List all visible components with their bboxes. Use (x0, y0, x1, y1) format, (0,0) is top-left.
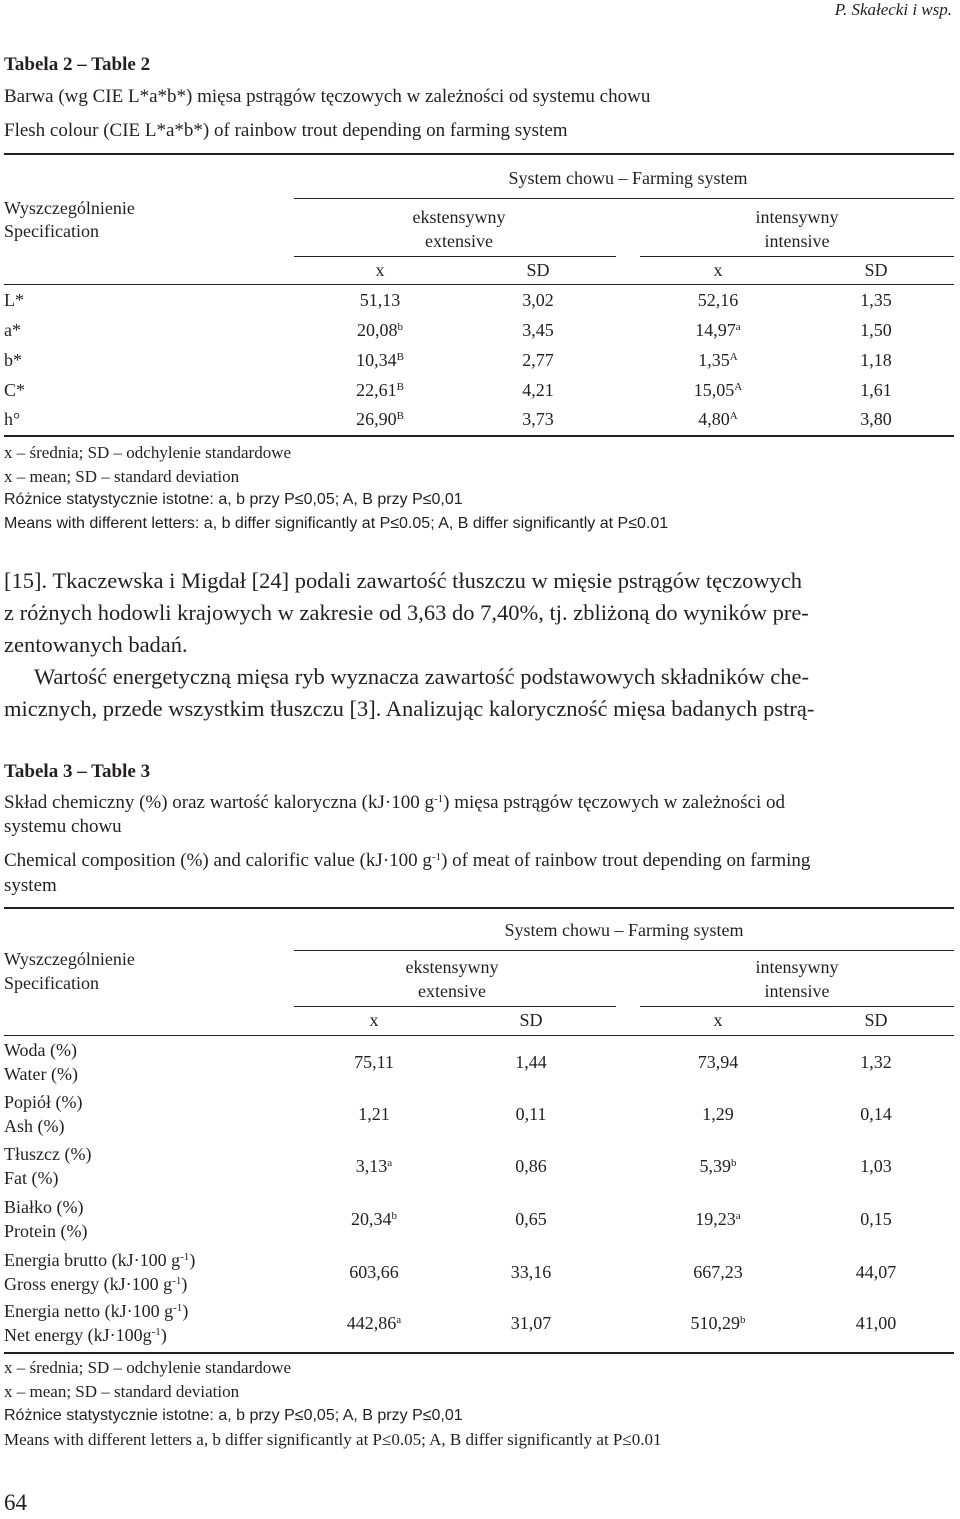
body-paragraph-line: zentowanych badań. (4, 632, 188, 657)
row-label: b* (4, 350, 22, 370)
ext-mean: 20,34$^b$ (351, 1209, 397, 1229)
int-sd: 1,35 (860, 290, 892, 310)
table2-ext-rule (294, 256, 616, 257)
int-mean: $4,80^A$ (698, 409, 738, 429)
table2-col-extensive-en: extensive (425, 231, 493, 251)
ext-sd: 1,44 (515, 1052, 547, 1072)
int-mean: 19,23$^a$ (695, 1209, 741, 1229)
row-label-en: Net energy $(kJ\cdot 100g^{-1})$ (4, 1325, 167, 1345)
ext-sd: 3,02 (522, 290, 554, 310)
ext-mean: 1,21 (358, 1104, 390, 1124)
table3-col-extensive-en: extensive (418, 981, 486, 1001)
ext-sd: 4,21 (522, 380, 554, 400)
int-mean: 14,97$^a$ (695, 320, 741, 340)
table3-spec-pl: Wyszczególnienie (4, 949, 135, 969)
ext-mean: $22,61^B$ (356, 380, 404, 400)
body-paragraph-line: [15]. Tkaczewska i Migdał [24] podali zawartość tłuszczu w mięsie pstrągów tęczowych (4, 568, 803, 593)
table3-sub-x-ext: x (369, 1010, 379, 1030)
int-sd: 1,50 (860, 320, 892, 340)
ext-sd: 31,07 (510, 1313, 552, 1333)
table2-caption-pl: Barwa (wg CIE L*a*b*) mięsa pstrągów tęczowych w zależności od systemu chowu (4, 86, 651, 107)
table3-col-extensive-pl: ekstensywny (405, 957, 499, 977)
table3-top-rule (4, 907, 954, 909)
row-label-pl: Popiół (%) (4, 1092, 83, 1112)
row-label-en: Ash (%) (4, 1116, 65, 1136)
table2-top-rule (4, 153, 954, 155)
table2-spec-en: Specification (4, 221, 99, 241)
table3-group-header: System chowu – Farming system (504, 920, 744, 940)
row-label: h° (4, 409, 21, 429)
ext-sd: 0,11 (515, 1104, 547, 1124)
table2-bottom-rule (4, 435, 954, 437)
ext-sd: 0,86 (515, 1156, 547, 1176)
ext-mean: $26,90^B$ (356, 409, 404, 429)
table2-sub-x-int: x (713, 260, 723, 280)
row-label: a* (4, 320, 21, 340)
row-label-pl: Tłuszcz (%) (4, 1144, 92, 1164)
table3-spec-en: Specification (4, 973, 99, 993)
table2-note: x – średnia; SD – odchylenie standardowe (4, 443, 292, 462)
ext-sd: 33,16 (510, 1262, 552, 1282)
row-label-en: Fat (%) (4, 1168, 59, 1188)
table3-col-intensive-pl: intensywny (755, 957, 839, 977)
row-label-pl: Białko (%) (4, 1197, 84, 1217)
page-number: 64 (4, 1490, 27, 1515)
table2-col-intensive-en: intensive (764, 231, 830, 251)
ext-mean: 51,13 (359, 290, 401, 310)
row-label-en: Gross energy (kJ·100 $g^{-1}$) (4, 1274, 188, 1294)
table3-caption-pl: Skład chemiczny (%) oraz wartość kaloryczna (kJ·100 $g^{-1}$) mięsa pstrągów tęczowych w zależności od (4, 792, 786, 813)
row-label-pl: Energia netto (kJ·100 $g^{-1}$) (4, 1301, 189, 1321)
table3-note: x – średnia; SD – odchylenie standardowe (4, 1358, 292, 1377)
ext-mean: 442,86$^a$ (346, 1313, 402, 1333)
row-label: C* (4, 380, 26, 400)
int-sd: 1,18 (860, 350, 892, 370)
int-mean: 510,29$^b$ (690, 1313, 746, 1333)
int-sd: 0,15 (860, 1209, 892, 1229)
ext-mean: $10,34^B$ (356, 350, 404, 370)
table3-sub-sd-int: SD (864, 1010, 888, 1030)
table3-caption-en-cont: system (4, 875, 57, 896)
int-sd: 3,80 (860, 409, 892, 429)
table2-spec-pl: Wyszczególnienie (4, 198, 135, 218)
table2-col-extensive-pl: ekstensywny (412, 207, 506, 227)
body-paragraph-line: Wartość energetyczną mięsa ryb wyznacza zawartość podstawowych składników che- (34, 664, 809, 689)
table3-note: Means with different letters a, b differ significantly at P≤0.05; A, B differ significantly at P≤0.01 (4, 1430, 662, 1449)
table3-int-rule (640, 1006, 954, 1007)
table3-note: Różnice statystycznie istotne: a, b przy P≤0,05; A, B przy P≤0,01 (4, 1407, 463, 1424)
ext-sd: 0,65 (515, 1209, 547, 1229)
table3-bottom-rule (4, 1352, 954, 1354)
int-sd: 1,03 (860, 1156, 892, 1176)
table2-header-rule (4, 284, 954, 285)
table3-col-intensive-en: intensive (764, 981, 830, 1001)
table3-caption-en: Chemical composition (%) and calorific value (kJ·100 $g^{-1}$) of meat of rainbow trout depending on farming (4, 850, 811, 871)
ext-sd: 3,45 (522, 320, 554, 340)
table2-sub-sd-ext: SD (526, 260, 550, 280)
body-paragraph-line: z różnych hodowli krajowych w zakresie od 3,63 do 7,40%, tj. zbliżoną do wyników pre- (4, 600, 809, 625)
int-mean: 73,94 (697, 1052, 739, 1072)
ext-mean: 20,08$^b$ (357, 320, 403, 340)
table3-ext-rule (294, 1006, 616, 1007)
int-sd: 1,61 (860, 380, 892, 400)
table2-note: Means with different letters: a, b differ significantly at P≤0.05; A, B differ significantly at P≤0.01 (4, 515, 669, 532)
row-label-pl: Energia brutto (kJ·100 $g^{-1}$) (4, 1250, 196, 1270)
table2-int-rule (640, 256, 954, 257)
table2-sub-sd-int: SD (864, 260, 888, 280)
table2-label: Tabela 2 – Table 2 (4, 54, 151, 75)
int-mean: 52,16 (697, 290, 739, 310)
table2-group-header: System chowu – Farming system (508, 168, 748, 188)
table2-col-intensive-pl: intensywny (755, 207, 839, 227)
table2-note: Różnice statystycznie istotne: a, b przy P≤0,05; A, B przy P≤0,01 (4, 491, 463, 508)
table2-group-rule (294, 198, 954, 199)
row-label: L* (4, 290, 24, 310)
table3-label: Tabela 3 – Table 3 (4, 761, 151, 782)
int-sd: 44,07 (855, 1262, 897, 1282)
table2-note: x – mean; SD – standard deviation (4, 467, 240, 486)
int-sd: 0,14 (860, 1104, 892, 1124)
table3-caption-pl-cont: systemu chowu (4, 816, 122, 837)
ext-sd: 2,77 (522, 350, 554, 370)
int-mean: $15,05^A$ (693, 380, 743, 400)
row-label-en: Protein (%) (4, 1221, 88, 1241)
ext-mean: 75,11 (354, 1052, 394, 1072)
table3-sub-x-int: x (713, 1010, 723, 1030)
int-mean: $1,35^A$ (698, 350, 738, 370)
table2-sub-x-ext: x (375, 260, 385, 280)
row-label-pl: Woda (%) (4, 1040, 78, 1060)
ext-sd: 3,73 (522, 409, 554, 429)
table3-note: x – mean; SD – standard deviation (4, 1382, 240, 1401)
int-sd: 1,32 (860, 1052, 892, 1072)
table2-caption-en: Flesh colour (CIE L*a*b*) of rainbow trout depending on farming system (4, 120, 568, 141)
row-label-en: Water (%) (4, 1064, 79, 1084)
table3-header-rule (4, 1035, 954, 1036)
int-mean: 667,23 (693, 1262, 743, 1282)
int-sd: 41,00 (855, 1313, 897, 1333)
ext-mean: 3,13$^a$ (355, 1156, 393, 1176)
body-paragraph-line: micznych, przede wszystkim tłuszczu [3]. Analizując kaloryczność mięsa badanych pstrą- (4, 696, 815, 721)
int-mean: 1,29 (702, 1104, 734, 1124)
ext-mean: 603,66 (349, 1262, 399, 1282)
int-mean: 5,39$^b$ (699, 1156, 737, 1176)
table3-group-rule (294, 950, 954, 951)
table3-sub-sd-ext: SD (519, 1010, 543, 1030)
running-header: P. Skałecki i wsp. (834, 0, 952, 19)
